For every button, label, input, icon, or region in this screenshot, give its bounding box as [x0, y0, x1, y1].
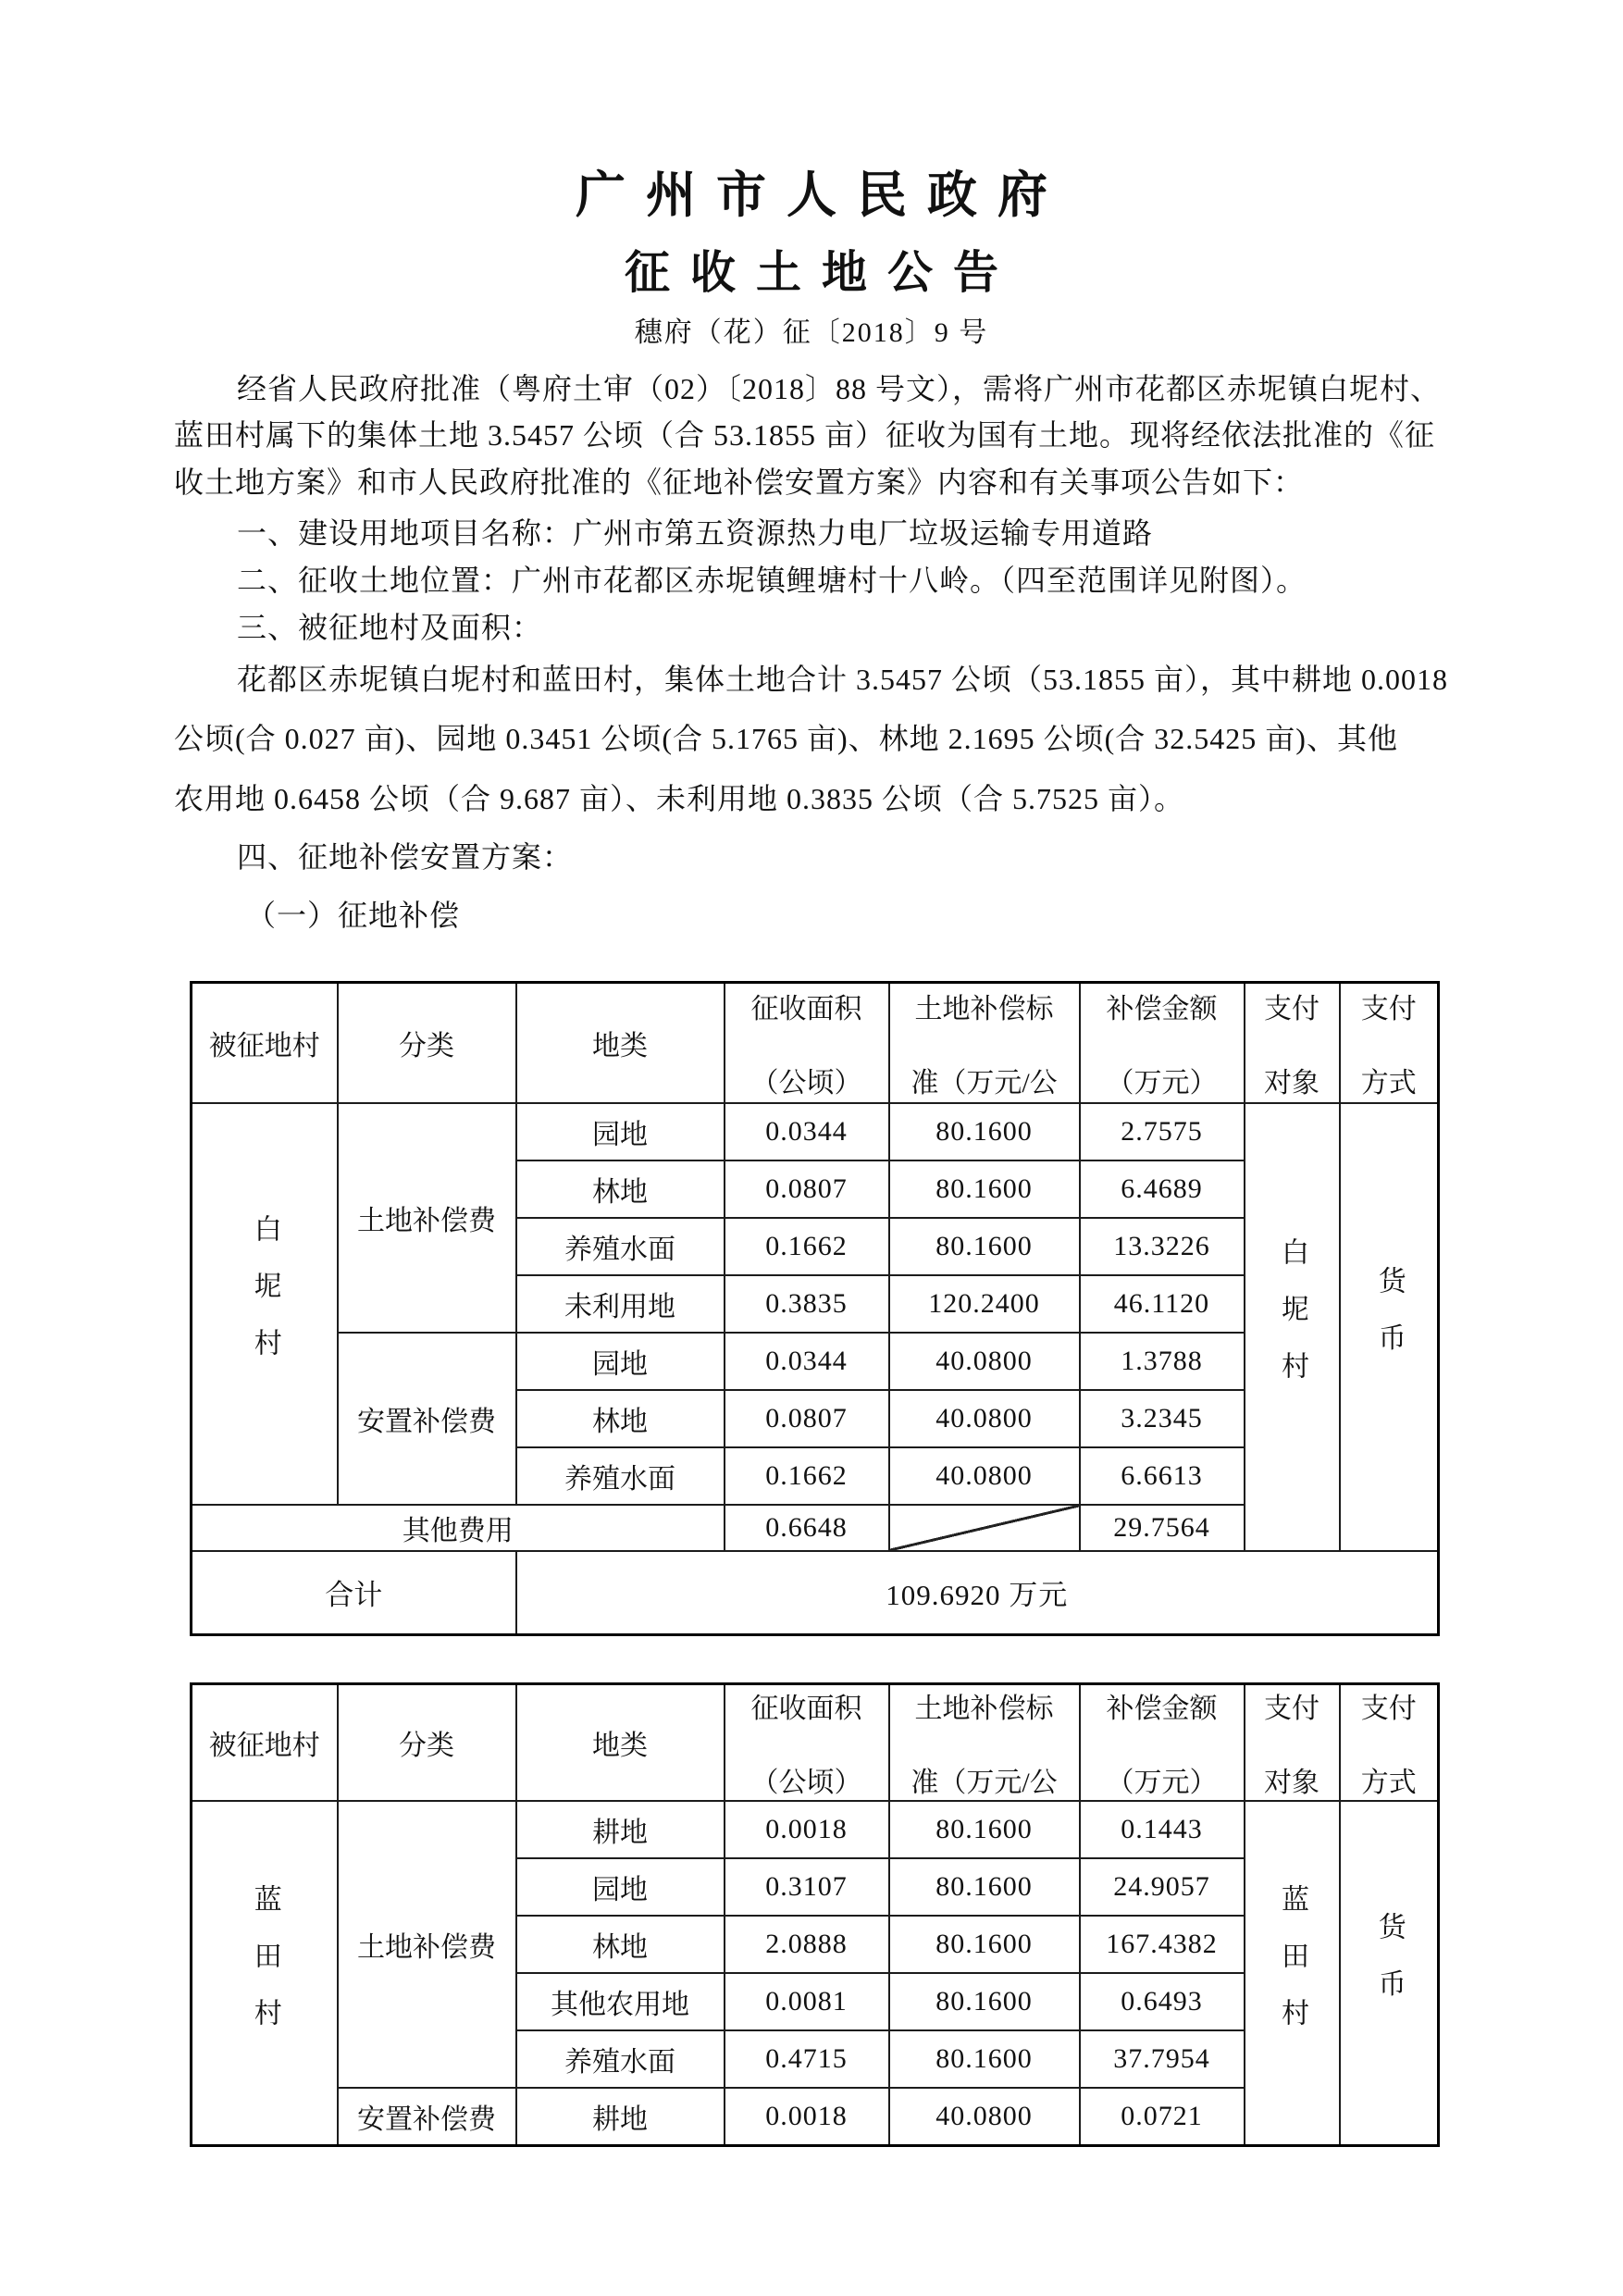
- land-type-cell: 养殖水面: [516, 1447, 725, 1505]
- standard-cell: 80.1600: [889, 2030, 1080, 2088]
- standard-cell: 80.1600: [889, 1801, 1080, 1858]
- standard-cell: 80.1600: [889, 1973, 1080, 2030]
- land-type-cell: 未利用地: [516, 1275, 725, 1333]
- header-standard: 土地补偿标 准（万元/公: [889, 983, 1080, 1103]
- amount-cell: 0.1443: [1080, 1801, 1245, 1858]
- other-fees-amount: 29.7564: [1080, 1505, 1245, 1551]
- amount-cell: 24.9057: [1080, 1858, 1245, 1916]
- area-cell: 0.0807: [725, 1160, 889, 1218]
- area-cell: 0.4715: [725, 2030, 889, 2088]
- standard-cell: 80.1600: [889, 1916, 1080, 1973]
- compensation-table-bainicun: [190, 981, 1440, 1636]
- standard-cell: 120.2400: [889, 1275, 1080, 1333]
- compensation-table-lantiancun: [190, 1682, 1440, 2147]
- total-value: 109.6920 万元: [516, 1551, 1439, 1635]
- land-type-cell: 养殖水面: [516, 1218, 725, 1275]
- body-line: 收土地方案》和市人民政府批准的《征地补偿安置方案》内容和有关事项公告如下：: [174, 465, 1305, 499]
- land-type-cell: 耕地: [516, 1801, 725, 1858]
- area-cell: 0.1662: [725, 1447, 889, 1505]
- header-pay-target: 支付 对象: [1245, 1684, 1340, 1802]
- area-cell: 2.0888: [725, 1916, 889, 1973]
- body-line: 花都区赤坭镇白坭村和蓝田村，集体土地合计 3.5457 公顷（53.1855 亩），其中耕地 0.0018: [237, 663, 1449, 696]
- pay-target-cell: 白坭村: [1245, 1103, 1340, 1551]
- body-line-subitem-1: （一）征地补偿: [246, 899, 461, 932]
- area-cell: 0.0081: [725, 1973, 889, 2030]
- diagonal-blank-cell: [889, 1505, 1080, 1551]
- category-cell: 安置补偿费: [338, 2088, 516, 2145]
- category-cell: 土地补偿费: [338, 1103, 516, 1333]
- standard-cell: 80.1600: [889, 1160, 1080, 1218]
- body-line: 农用地 0.6458 公顷（合 9.687 亩）、未利用地 0.3835 公顷（合 5.7525 亩）。: [174, 782, 1185, 815]
- body-line: 经省人民政府批准（粤府土审（02）〔2018〕88 号文），需将广州市花都区赤坭镇白坭村、: [237, 372, 1442, 405]
- amount-cell: 6.4689: [1080, 1160, 1245, 1218]
- land-type-cell: 园地: [516, 1858, 725, 1916]
- body-line-item-2: 二、征收土地位置：广州市花都区赤坭镇鲤塘村十八岭。（四至范围详见附图）。: [237, 564, 1307, 597]
- header-village: 被征地村: [192, 983, 338, 1103]
- document-number: 穗府（花）征〔2018〕9 号: [634, 317, 989, 348]
- category-cell: 安置补偿费: [338, 1333, 516, 1505]
- total-label: 合计: [192, 1551, 516, 1635]
- table-row: [192, 1103, 1439, 1160]
- land-type-cell: 林地: [516, 1160, 725, 1218]
- amount-cell: 2.7575: [1080, 1103, 1245, 1160]
- body-line-item-3: 三、被征地村及面积：: [237, 611, 543, 644]
- standard-cell: 80.1600: [889, 1858, 1080, 1916]
- land-type-cell: 林地: [516, 1390, 725, 1447]
- header-category: 分类: [338, 983, 516, 1103]
- header-village: 被征地村: [192, 1684, 338, 1802]
- header-standard: 土地补偿标 准（万元/公: [889, 1684, 1080, 1802]
- other-fees-label: 其他费用: [192, 1505, 725, 1551]
- amount-cell: 0.6493: [1080, 1973, 1245, 2030]
- amount-cell: 167.4382: [1080, 1916, 1245, 1973]
- standard-cell: 40.0800: [889, 1390, 1080, 1447]
- village-cell: 蓝田村: [192, 1801, 338, 2145]
- other-fees-area: 0.6648: [725, 1505, 889, 1551]
- land-type-cell: 园地: [516, 1333, 725, 1390]
- area-cell: 0.0344: [725, 1103, 889, 1160]
- amount-cell: 0.0721: [1080, 2088, 1245, 2145]
- category-cell: 土地补偿费: [338, 1801, 516, 2088]
- table-header-row: [192, 1684, 1439, 1802]
- body-line: 蓝田村属下的集体土地 3.5457 公顷（合 53.1855 亩）征收为国有土地。现将经依法批准的《征: [174, 418, 1436, 452]
- header-pay-method: 支付 方式: [1340, 1684, 1439, 1802]
- header-amount: 补偿金额 （万元）: [1080, 1684, 1245, 1802]
- area-cell: 0.0344: [725, 1333, 889, 1390]
- amount-cell: 3.2345: [1080, 1390, 1245, 1447]
- body-line-item-4: 四、征地补偿安置方案：: [237, 840, 574, 874]
- amount-cell: 13.3226: [1080, 1218, 1245, 1275]
- pay-method-cell: 货币: [1340, 1103, 1439, 1551]
- document-title: 广州市人民政府: [576, 168, 1068, 223]
- area-cell: 0.0807: [725, 1390, 889, 1447]
- header-land-type: 地类: [516, 1684, 725, 1802]
- header-category: 分类: [338, 1684, 516, 1802]
- table-header-row: [192, 983, 1439, 1103]
- area-cell: 0.3107: [725, 1858, 889, 1916]
- area-cell: 0.0018: [725, 1801, 889, 1858]
- header-pay-target: 支付 对象: [1245, 983, 1340, 1103]
- area-cell: 0.3835: [725, 1275, 889, 1333]
- body-line: 公顷(合 0.027 亩)、园地 0.3451 公顷(合 5.1765 亩)、林地 2.1695 公顷(合 32.5425 亩)、其他: [174, 722, 1398, 755]
- document-subtitle: 征收土地公告: [624, 247, 1019, 298]
- standard-cell: 40.0800: [889, 1333, 1080, 1390]
- header-area: 征收面积 （公顷）: [725, 983, 889, 1103]
- header-amount: 补偿金额 （万元）: [1080, 983, 1245, 1103]
- standard-cell: 40.0800: [889, 1447, 1080, 1505]
- pay-target-cell: 蓝田村: [1245, 1801, 1340, 2145]
- amount-cell: 6.6613: [1080, 1447, 1245, 1505]
- standard-cell: 80.1600: [889, 1103, 1080, 1160]
- land-type-cell: 养殖水面: [516, 2030, 725, 2088]
- area-cell: 0.0018: [725, 2088, 889, 2145]
- amount-cell: 1.3788: [1080, 1333, 1245, 1390]
- area-cell: 0.1662: [725, 1218, 889, 1275]
- pay-method-cell: 货币: [1340, 1801, 1439, 2145]
- amount-cell: 37.7954: [1080, 2030, 1245, 2088]
- table-row: [192, 1801, 1439, 1858]
- header-land-type: 地类: [516, 983, 725, 1103]
- standard-cell: 40.0800: [889, 2088, 1080, 2145]
- land-type-cell: 其他农用地: [516, 1973, 725, 2030]
- land-type-cell: 林地: [516, 1916, 725, 1973]
- amount-cell: 46.1120: [1080, 1275, 1245, 1333]
- header-area: 征收面积 （公顷）: [725, 1684, 889, 1802]
- land-type-cell: 耕地: [516, 2088, 725, 2145]
- total-row: [192, 1551, 1439, 1635]
- standard-cell: 80.1600: [889, 1218, 1080, 1275]
- village-cell: 白坭村: [192, 1103, 338, 1505]
- body-line-item-1: 一、建设用地项目名称：广州市第五资源热力电厂垃圾运输专用道路: [237, 516, 1154, 550]
- header-pay-method: 支付 方式: [1340, 983, 1439, 1103]
- land-type-cell: 园地: [516, 1103, 725, 1160]
